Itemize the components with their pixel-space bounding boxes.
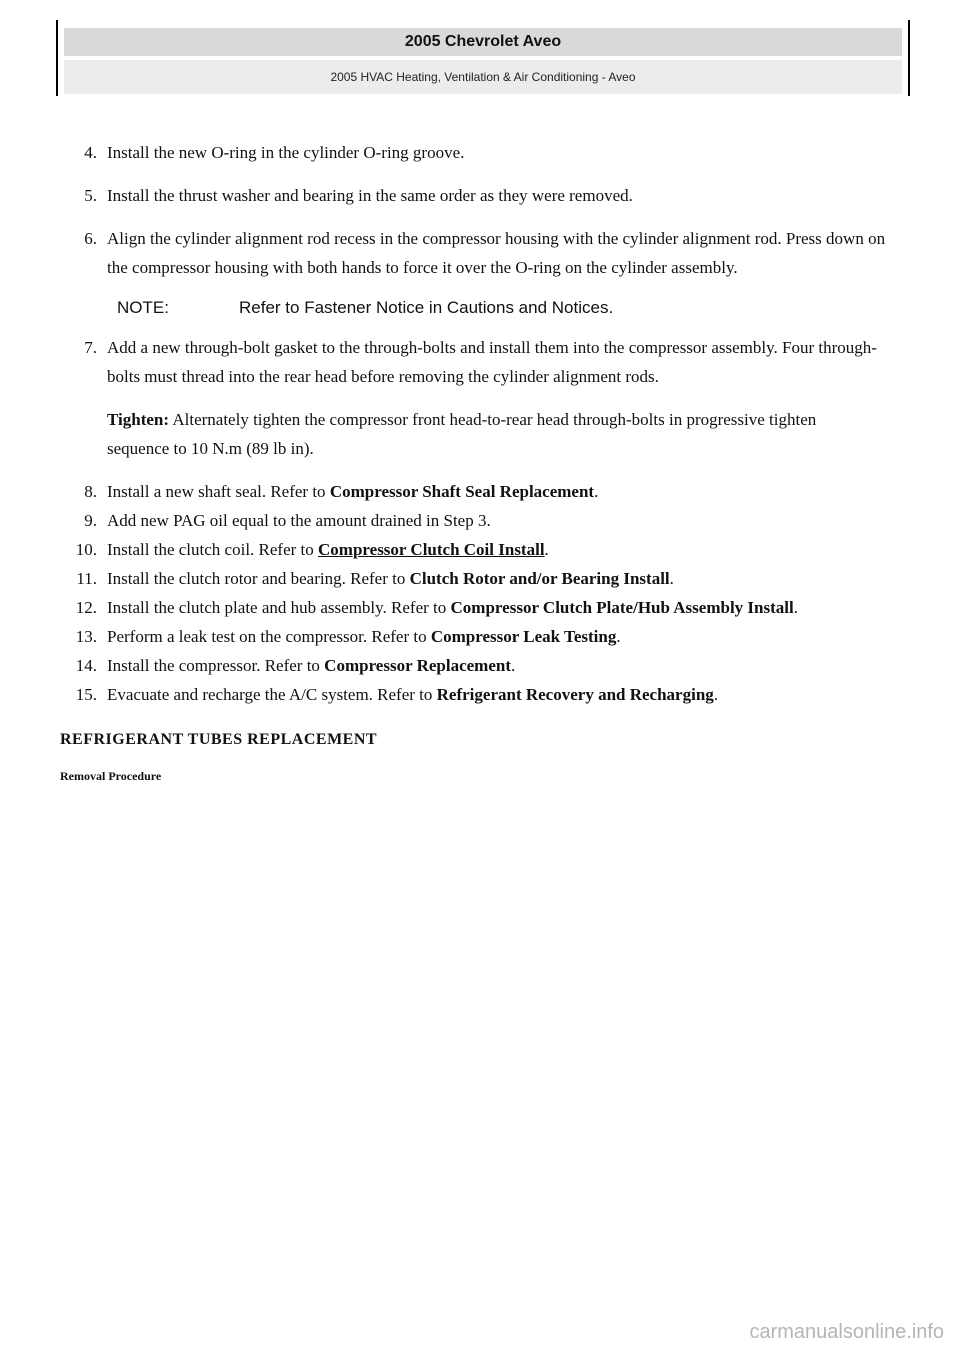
step-5: [0, 181, 960, 210]
note-text: Refer to Fastener Notice in Cautions and Notices.: [239, 298, 614, 317]
link-compressor-replacement[interactable]: Compressor Replacement: [324, 656, 511, 675]
link-clutch-rotor-install[interactable]: Clutch Rotor and/or Bearing Install: [409, 569, 670, 588]
step-suffix: .: [544, 540, 549, 559]
step-suffix: .: [793, 598, 798, 617]
step-suffix: .: [669, 569, 674, 588]
tighten-label: Tighten:: [107, 410, 170, 429]
step-suffix: .: [510, 656, 516, 675]
step-number: 14.: [75, 656, 97, 675]
step-13: [0, 622, 960, 651]
step-text: Install the clutch rotor and bearing. Refer to: [107, 569, 410, 588]
page-header: [56, 20, 910, 96]
link-compressor-shaft-seal[interactable]: Compressor Shaft Seal Replacement: [329, 482, 595, 501]
step-number: 13.: [75, 627, 97, 646]
step-number: 7.: [84, 338, 97, 357]
step-8: [0, 477, 960, 506]
step-number: 11.: [76, 569, 97, 588]
step-4: [0, 138, 960, 167]
step-11: [0, 564, 960, 593]
step-15: [0, 680, 960, 709]
step-suffix: .: [713, 685, 719, 704]
step-9: [0, 506, 960, 535]
watermark-text: carmanualsonline.info: [749, 1321, 944, 1343]
step-number: 10.: [75, 540, 97, 559]
tighten-spec: [107, 405, 880, 463]
step-text: Align the cylinder alignment rod recess in the compressor housing with the cylinder alignment rod. Press down on the compressor housing with both hands to force it over the O-ring on the cylinder assembly.: [107, 229, 886, 277]
subsection-title: Removal Procedure: [60, 769, 162, 783]
step-14: [0, 651, 960, 680]
link-clutch-plate-hub-install[interactable]: Compressor Clutch Plate/Hub Assembly Install: [450, 598, 794, 617]
step-10: [0, 535, 960, 564]
step-text: Perform a leak test on the compressor. Refer to: [107, 627, 431, 646]
section-title: REFRIGERANT TUBES REPLACEMENT: [60, 731, 378, 748]
note-label: NOTE:: [117, 298, 169, 317]
step-text: Add new PAG oil equal to the amount drained in Step 3.: [107, 511, 491, 530]
step-text: Install the compressor. Refer to: [107, 656, 325, 675]
step-text: Install the thrust washer and bearing in the same order as they were removed.: [107, 186, 633, 205]
step-number: 5.: [84, 186, 97, 205]
step-number: 9.: [84, 511, 97, 530]
header-subtitle: 2005 HVAC Heating, Ventilation & Air Conditioning - Aveo: [64, 60, 902, 94]
step-text: Install the clutch plate and hub assembly. Refer to: [107, 598, 451, 617]
link-compressor-leak-testing[interactable]: Compressor Leak Testing: [430, 627, 617, 646]
step-number: 4.: [84, 143, 97, 162]
step-number: 15.: [75, 685, 97, 704]
step-number: 8.: [84, 482, 97, 501]
step-number: 12.: [75, 598, 97, 617]
step-12: [0, 593, 960, 622]
step-text: Install a new shaft seal. Refer to: [107, 482, 330, 501]
fastener-note: [117, 294, 717, 321]
step-suffix: .: [594, 482, 599, 501]
step-text: Install the new O-ring in the cylinder O-ring groove.: [107, 143, 465, 162]
step-text: Install the clutch coil. Refer to: [107, 540, 319, 559]
step-number: 6.: [84, 229, 97, 248]
tighten-text: Alternately tighten the compressor front head-to-rear head through-bolts in progressive tighten sequence to 10 N.m (89 lb in).: [107, 410, 817, 458]
link-refrigerant-recovery[interactable]: Refrigerant Recovery and Recharging: [436, 685, 714, 704]
step-text: Add a new through-bolt gasket to the through-bolts and install them into the compressor assembly. Four through-bolts must thread into the rear head before removing the cylinder alignment rods.: [107, 338, 877, 386]
link-clutch-coil-install[interactable]: Compressor Clutch Coil Install: [318, 540, 545, 559]
header-title: 2005 Chevrolet Aveo: [64, 28, 902, 56]
step-7: [0, 333, 960, 391]
document-body: [0, 138, 960, 784]
step-suffix: .: [616, 627, 621, 646]
step-text: Evacuate and recharge the A/C system. Refer to: [107, 685, 437, 704]
step-6: [0, 224, 960, 282]
